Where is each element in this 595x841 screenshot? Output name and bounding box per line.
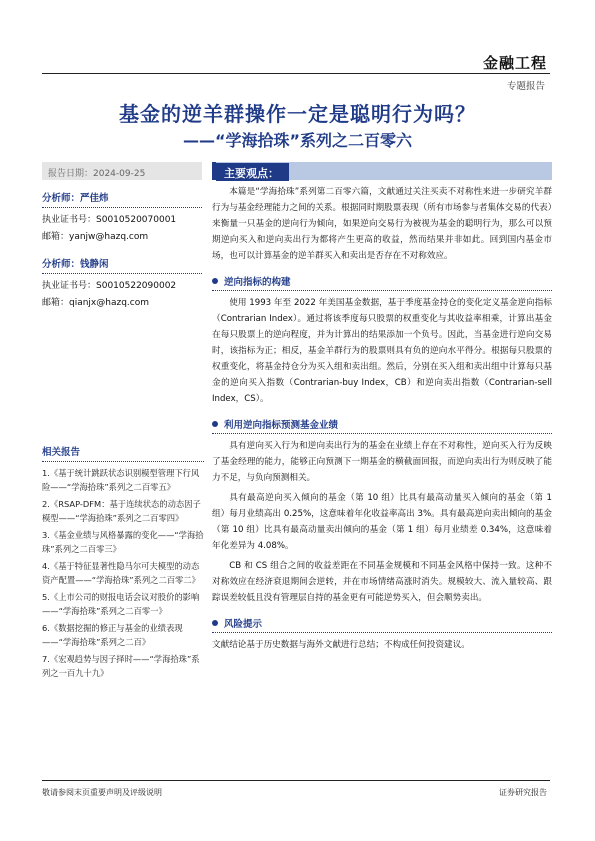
section-paragraph: CB 和 CS 组合之间的收益差距在不同基金规模和不同基金风格中保持一致。这种不对称效应在经济衰退期间会逆转，并在市场情绪高涨时消失。规模较大、流入量较高、跟踪误差较低且没有管理层自持的基金更有可能逆势买入，但会顺势卖出。 [212, 561, 552, 603]
report-subtitle: ——“学海拾珠”系列之二百零六 [182, 131, 413, 150]
section-heading-text: 利用逆向指标预测基金业绩 [224, 420, 339, 431]
report-title: 基金的逆羊群操作一定是聪明行为吗？ [119, 102, 476, 126]
related-report-link[interactable]: 7.《宏观趋势与因子择时——“学海拾珠”系列之一百九十九》 [42, 654, 200, 678]
section-heading [212, 274, 552, 291]
related-report-link[interactable]: 4.《基于特征显著性隐马尔可夫模型的动态资产配置——“学海拾珠”系列之二百零二》 [42, 561, 200, 585]
report-date: 报告日期：2024-09-25 [42, 162, 202, 180]
key-points-intro: 本篇是“学海拾珠”系列第二百零六篇，文献通过关注买卖不对称性来进一步研究羊群行为与基金经理能力之间的关系。根据同时期股票表现（所有市场参与者集体交易的代表）来衡量一只基金的逆向行为倾向，如果逆向交易行为被视为基金的聪明行为，那么可以预期逆向买入和逆向卖出行为都将产生更高的收益，然而结果并非如此。回到国内基金市场，也可以计算基金的逆羊群买入和卖出是否存在不对称效应。 [212, 187, 552, 261]
bullet-icon [212, 421, 218, 427]
doc-type-label: 专题报告 [506, 81, 545, 92]
related-report-link[interactable]: 1.《基于统计跳跃状态识别模型管理下行风险——“学海拾珠”系列之二百零五》 [42, 468, 200, 492]
related-report-link[interactable]: 6.《数据挖掘的修正与基金的业绩表现——“学海拾珠”系列之二百》 [42, 623, 183, 647]
footer-rule [42, 780, 550, 781]
footer-disclaimer: 敬请参阅末页重要声明及评级说明 [42, 788, 162, 797]
analyst-email[interactable]: 邮箱：qianjx@hazq.com [42, 298, 149, 308]
analyst-cert: 执业证书号：S0010522090002 [42, 281, 177, 291]
section-heading-text: 风险提示 [224, 619, 263, 630]
related-reports-title: 相关报告 [42, 444, 204, 462]
section-paragraph: 文献结论基于历史数据与海外文献进行总结；不构成任何投资建议。 [212, 640, 470, 650]
bullet-icon [212, 620, 218, 626]
section-heading [212, 417, 552, 434]
related-report-link[interactable]: 2.《RSAP-DFM：基于连续状态的动态因子模型——“学海拾珠”系列之二百零四》 [42, 499, 201, 523]
analyst-name: 分析师：钱静闲 [42, 256, 202, 274]
section-paragraph: 使用 1993 年至 2022 年美国基金数据，基于季度基金持仓的变化定义基金逆向指标（Contrarian Index）。通过将该季度每只股票的权重变化与其收益率相乘，计算出基金在每只股票上的逆向程度，并为计算出的结果添加一个负号。因此，当基金进行逆向交易时，该指标为正；相反，基金羊群行为的股票则具有负的逆向水平得分。根据每只股票的权重变化，将基金持仓分为买入组和卖出组。然后，分别在买入组和卖出组中计算每只基金的逆向买入指数（Contrarian-buy Index，CB）和逆向卖出指数（Contrarian-sell Index，CS）。 [212, 298, 552, 404]
related-reports [42, 444, 204, 680]
analyst-cert: 执业证书号：S0010520070001 [42, 215, 177, 225]
left-column [42, 162, 202, 308]
analyst-card [42, 256, 202, 308]
analyst-card [42, 190, 202, 242]
section-paragraph: 具有最高逆向买入倾向的基金（第 10 组）比具有最高动量买入倾向的基金（第 1 组）每月业绩高出 0.25%，这意味着年化收益率高出 3%。具有最高逆向卖出倾向的基金（第 10 组）比具有最高动量卖出倾向的基金（第 1 组）每月业绩差 0.34%，这意味着年化差异为 4.08%。 [212, 493, 552, 551]
section-heading [212, 616, 552, 633]
section-heading-text: 逆向指标的构建 [224, 277, 291, 288]
key-points-header [212, 162, 552, 180]
analyst-name: 分析师：严佳炜 [42, 190, 202, 208]
related-report-link[interactable]: 3.《基金业绩与风格暴露的变化——“学海拾珠”系列之二百零三》 [42, 530, 204, 554]
header-rule [42, 73, 550, 74]
related-report-link[interactable]: 5.《上市公司的财报电话会议对股价的影响——“学海拾珠”系列之二百零一》 [42, 592, 200, 616]
key-points-label: 主要观点： [216, 163, 289, 181]
brand-label: 金融工程 [482, 54, 547, 72]
section-paragraph: 具有逆向买入行为和逆向卖出行为的基金在业绩上存在不对称性，逆向买入行为反映了基金经理的能力，能够正向预测下一期基金的横截面回报，而逆向卖出行为则反映了能力不足，与负向预测相关。 [212, 441, 552, 483]
main-column [212, 162, 552, 653]
analyst-email[interactable]: 邮箱：yanjw@hazq.com [42, 232, 149, 242]
bullet-icon [212, 278, 218, 284]
footer-report-type: 证券研究报告 [499, 788, 547, 797]
